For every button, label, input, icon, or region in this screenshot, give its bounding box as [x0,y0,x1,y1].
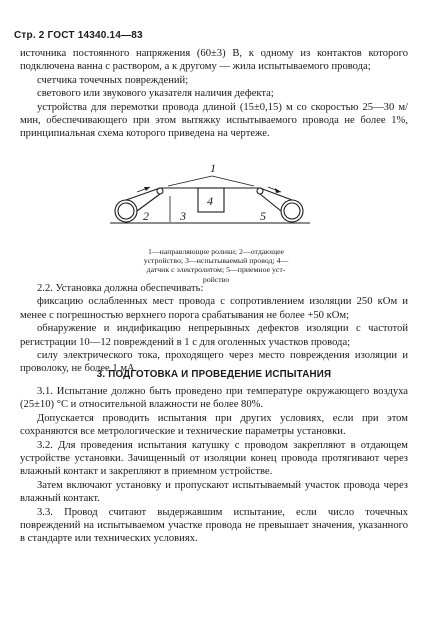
caption-line: ройство [202,274,230,284]
caption-line: датчик с электролитом; 5—приемное уст- [146,265,286,275]
paragraph: светового или звукового указателя наличия дефекта; [37,88,274,100]
paragraph: 3.1. Испытание должно быть проведено при температуре окружающего воздуха (25±10) °С и относительной влажности не более 80%. [20,386,408,411]
caption-line: 1—направляющие ролики; 2—отдающее [147,247,285,256]
label-3: 3 [180,209,186,223]
paragraph: счетчика точечных повреждений; [37,74,189,86]
paragraph: обнаружение и индификацию непрерывных дефектов изоляции с частотой регистрации 10—12 повреждений в 1 с для оголенных участков провода; [20,323,408,348]
takeup-spool-inner [284,203,300,219]
paragraph: 2.2. Установка должна обеспечивать: [37,283,204,294]
payoff-spool-inner [118,203,134,219]
arrow-head [275,188,281,193]
requirements-section [20,282,408,376]
paragraph: 3.2. Для проведения испытания катушку с проводом закрепляют в отдающем устройстве установки. Зачищенный от изоляции конец провода протягивают через влажный контакт и закрепляют в приемном устройстве. [20,439,408,478]
page-header: Стр. 2 ГОСТ 14340.14—83 [14,30,143,41]
equipment-list [20,47,408,141]
label-4: 4 [207,194,213,208]
winding-device-schematic [0,150,425,245]
label-1: 1 [210,161,216,175]
paragraph: источника постоянного напряжения (60±3) В, к одному из контактов которого подключена ванна с раствором, а к другому — жила испытываемого провода; [20,48,408,73]
paragraph: 3.3. Провод считают выдержавшим испытание, если число точечных повреждений на испытываемом участке провода не превышает значения, указанного в стандарте или технических условиях. [20,506,408,545]
leader-line [168,176,212,186]
paragraph: Допускается проводить испытания при других условиях, если при этом сохраняются все метрологические и технические параметры установки. [20,412,408,438]
paragraph: Затем включают установку и пропускают испытываемый участок провода через влажный контакт. [20,479,408,505]
figure-caption [96,247,336,284]
paragraph: устройства для перемотки провода длиной (15±0,15) м со скоростью 25—30 м/мин, обеспечивающего при этом вытяжку испытываемого провода не более 1%, принципиальная схема которого приведена на чертеже. [20,101,408,140]
section-heading: 3. ПОДГОТОВКА И ПРОВЕДЕНИЕ ИСПЫТАНИЯ [96,369,332,380]
paragraph: силу электрического тока, проходящего через место повреждения изоляции и проволоку, не более 1 мА. [20,350,408,375]
label-5: 5 [260,209,266,223]
paragraph: фиксацию ослабленных мест провода с сопротивлением изоляции 250 кОм и менее с погрешностью верхнего порога срабатывания не более +50 кОм; [20,296,408,321]
procedure-section [20,385,408,546]
label-2: 2 [143,209,149,223]
leader-line [212,176,254,186]
caption-line: устройство; 3—испытываемый провод; 4— [143,256,289,266]
